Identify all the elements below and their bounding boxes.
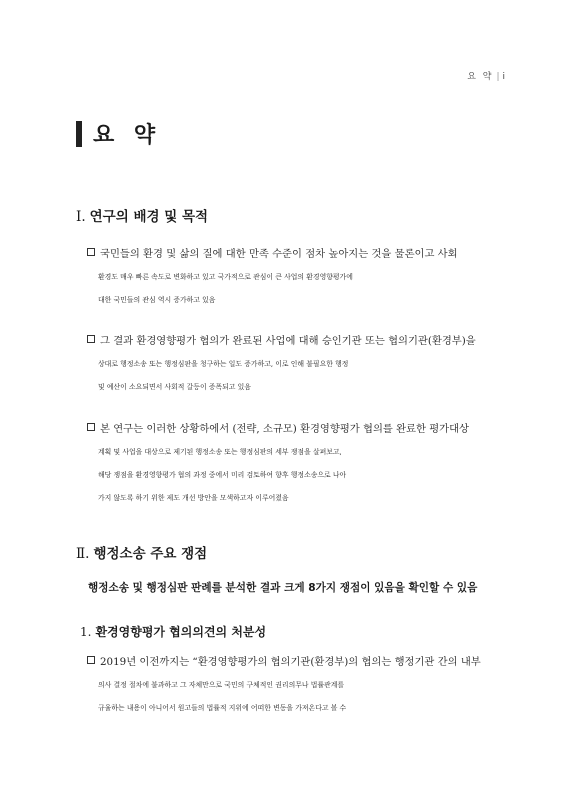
- bullet-line: 대한 국민들의 관심 역시 증가하고 있음: [98, 296, 216, 304]
- bullet-line: [87, 651, 507, 674]
- checkbox-bullet-icon: [87, 335, 95, 343]
- section-heading-2: [76, 542, 207, 562]
- checkbox-bullet-icon: [87, 423, 95, 431]
- subsection-heading: [80, 623, 266, 640]
- page-title: [76, 118, 161, 149]
- bullet-line: 및 예산이 소요되면서 사회적 갈등이 증폭되고 있음: [98, 383, 251, 391]
- bullet-text: 2019년 이전까지는 “환경영향평가의 협의기관(환경부)의 협의는 행정기관 간의 내부: [100, 656, 481, 668]
- bullet-line: 가지 않도록 하기 위한 제도 개선 방안을 모색하고자 이루어졌음: [98, 494, 289, 502]
- section-summary: 행정소송 및 행정심판 판례를 분석한 결과 크게 8가지 쟁점이 있음을 확인할 수 있음: [88, 582, 478, 594]
- page-title-text: 요 약: [93, 123, 162, 148]
- running-header-title: 요 약: [467, 72, 494, 82]
- bullet-paragraph: [87, 418, 507, 510]
- bullet-line: 상대로 행정소송 또는 행정심판을 청구하는 일도 증가하고, 이로 인해 불필요한 행정: [98, 360, 349, 368]
- bullet-line: [87, 330, 507, 353]
- bullet-line: 해당 쟁점을 환경영향평가 협의 과정 중에서 미리 검토하여 향후 행정소송으로 나아: [98, 471, 347, 479]
- section-heading-text: 행정소송 주요 쟁점: [93, 546, 208, 562]
- title-bar-marker: [76, 121, 82, 147]
- bullet-text: 국민들의 환경 및 삶의 질에 대한 만족 수준이 점차 높아지는 것을 물론이고 사회: [100, 248, 458, 260]
- page-number: i: [502, 72, 505, 82]
- section-heading-text: 연구의 배경 및 목적: [89, 209, 209, 225]
- running-header-separator: |: [496, 72, 500, 82]
- checkbox-bullet-icon: [87, 656, 95, 664]
- bullet-line: 규율하는 내용이 아니어서 원고들의 법률적 지위에 어떠한 변동을 가져온다고 볼 수: [98, 704, 347, 712]
- bullet-text: 그 결과 환경영향평가 협의가 완료된 사업에 대해 승인기관 또는 협의기관(환경부)을: [100, 335, 476, 347]
- running-header: [467, 69, 505, 82]
- bullet-line: [87, 418, 507, 441]
- section-number: Ⅱ.: [76, 546, 90, 562]
- bullet-paragraph: [87, 243, 507, 312]
- bullet-text: 본 연구는 이러한 상황하에서 (전략, 소규모) 환경영향평가 협의를 완료한 평가대상: [100, 423, 470, 435]
- section-number: Ⅰ.: [76, 209, 86, 225]
- subsection-number: 1.: [80, 625, 92, 639]
- bullet-line: [87, 243, 507, 266]
- bullet-line: 의사 결정 절차에 불과하고 그 자체만으로 국민의 구체적인 권리의무나 법률관계를: [98, 681, 345, 689]
- bullet-paragraph: [87, 330, 507, 399]
- subsection-heading-text: 환경영향평가 협의의견의 처분성: [95, 625, 267, 639]
- bullet-line: 환경도 매우 빠른 속도로 변화하고 있고 국가적으로 관심이 큰 사업의 환경영향평가에: [98, 273, 353, 281]
- checkbox-bullet-icon: [87, 248, 95, 256]
- section-heading-1: [76, 205, 208, 225]
- bullet-paragraph: [87, 651, 507, 720]
- bullet-line: 계획 및 사업을 대상으로 제기된 행정소송 또는 행정심판의 세부 쟁점을 살펴보고,: [98, 448, 342, 456]
